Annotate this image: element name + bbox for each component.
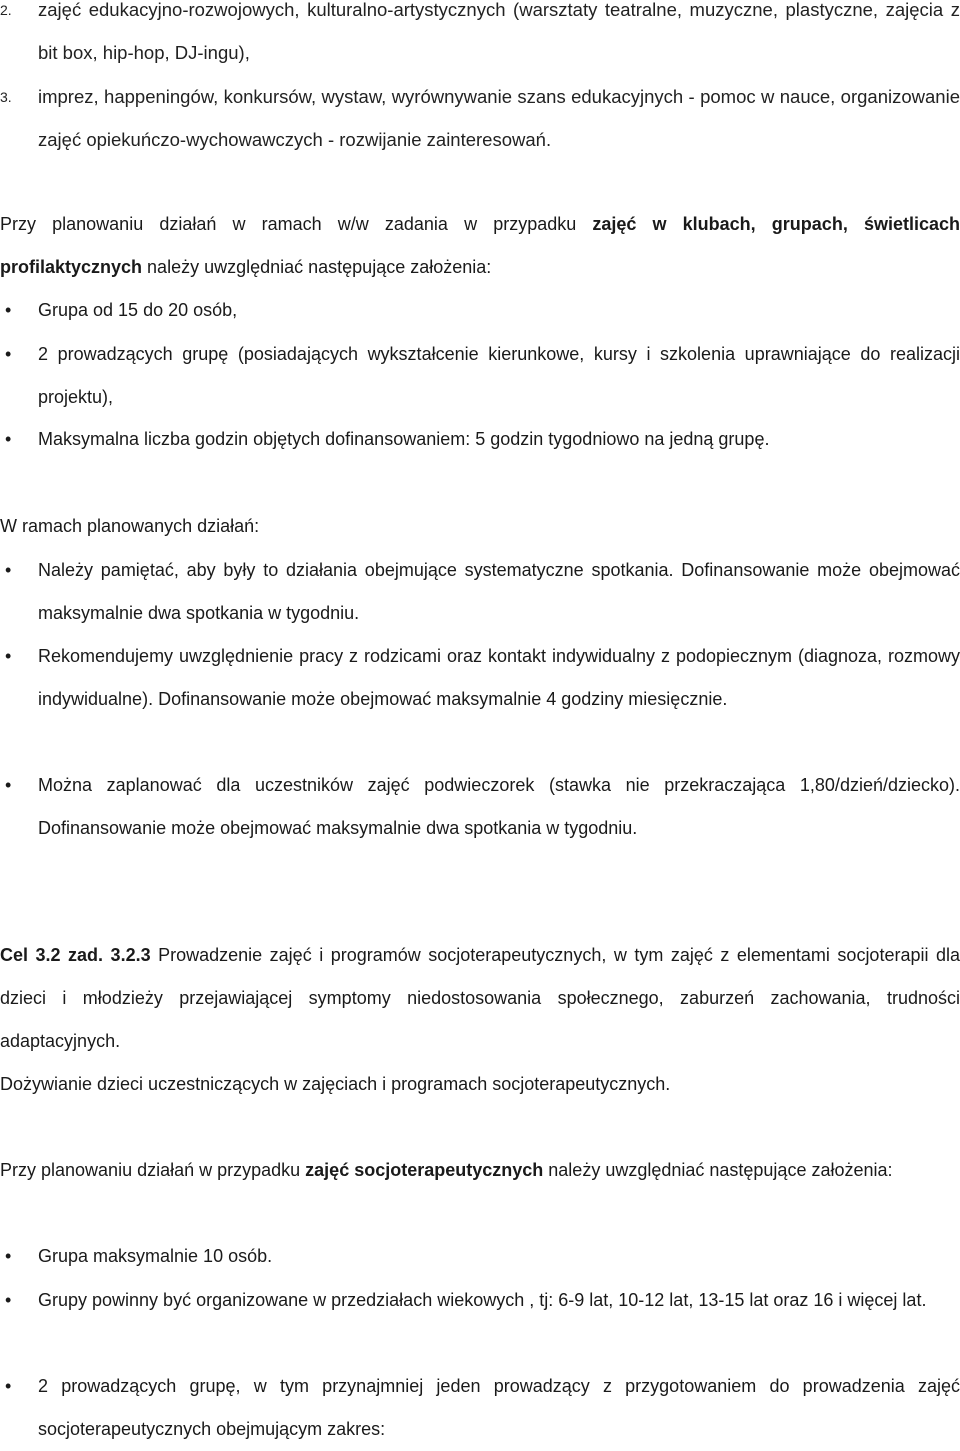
intro-bold-text: zajęć w klubach, grupach, świetlicach profilaktycznych [0,214,960,277]
list-item-text: imprez, happeningów, konkursów, wystaw, wyrównywanie szans edukacyjnych - pomoc w nauce, organizowanie zajęć opiekuńczo-wychowawczych - rozwijanie zainteresowań. [38,86,960,150]
bullet-icon: • [5,344,12,364]
bullet-icon: • [5,429,12,449]
section3-line2: Dożywianie dzieci uczestniczących w zajęciach i programach socjoterapeutycznych. [0,1074,671,1094]
goal-task-label: Cel 3.2 zad. 3.2.3 [0,945,151,965]
intro-text: Przy planowaniu działań w przypadku [0,1160,306,1180]
list-item-text: Grupa maksymalnie 10 osób. [38,1246,273,1266]
list-item [0,333,960,419]
list-item [0,1365,960,1451]
list-item [0,289,960,332]
list-item-text: 2 prowadzących grupę, w tym przynajmniej jeden prowadzący z przygotowaniem do prowadzenia zajęć socjoterapeutycznych obejmującym zakres: [38,1376,960,1439]
numbered-item-3 [0,75,960,161]
list-item-text: Rekomendujemy uwzględnienie pracy z rodzicami oraz kontakt indywidualny z podopiecznym (diagnoza, rozmowy indywidualne). Dofinansowanie może obejmować maksymalnie 4 godziny miesięcznie. [38,646,960,709]
list-item-text: Maksymalna liczba godzin objętych dofinansowaniem: 5 godzin tygodniowo na jedną grupę. [38,429,770,449]
bullet-icon: • [5,560,12,580]
numbered-item-2 [0,0,960,74]
list-item-text: Można zaplanować dla uczestników zajęć podwieczorek (stawka nie przekraczająca 1,80/dzień/dziecko). Dofinansowanie może obejmować maksymalnie dwa spotkania w tygodniu. [38,775,960,838]
list-number: 3. [0,89,12,105]
list-item [0,418,960,461]
intro-bold-text: zajęć socjoterapeutycznych [305,1160,544,1180]
section4-intro [0,1149,960,1192]
list-item [0,764,960,850]
section2-intro: W ramach planowanych działań: [0,516,260,536]
bullet-icon: • [5,1290,12,1310]
bullet-icon: • [5,300,12,320]
list-item-text: zajęć edukacyjno-rozwojowych, kulturalno-artystycznych (warsztaty teatralne, muzyczne, plastyczne, zajęcia z bit box, hip-hop, DJ-ingu), [38,0,960,63]
list-item [0,1235,960,1278]
bullet-icon: • [5,1246,12,1266]
list-number: 2. [0,2,12,18]
intro-text: należy uwzględniać następujące założenia: [543,1160,893,1180]
heading-text: Prowadzenie zajęć i programów socjoterapeutycznych, w tym zajęć z elementami socjoterapii dla dzieci i młodzieży przejawiającej symptomy niedostosowania społecznego, zaburzeń zachowania, trudności adaptacyjnych. [0,945,960,1051]
list-item [0,635,960,721]
list-item [0,549,960,635]
intro-text: Przy planowaniu działań w ramach w/w zadania w przypadku [0,214,593,234]
list-item [0,1279,960,1322]
list-item-text: Grupa od 15 do 20 osób, [38,300,238,320]
list-item-text: Należy pamiętać, aby były to działania obejmujące systematyczne spotkania. Dofinansowanie może obejmować maksymalnie dwa spotkania w tygodniu. [38,560,960,623]
intro-text: należy uwzględniać następujące założenia: [142,257,492,277]
bullet-icon: • [5,1376,12,1396]
bullet-icon: • [5,646,12,666]
section1-intro [0,203,960,289]
list-item-text: 2 prowadzących grupę (posiadających wykształcenie kierunkowe, kursy i szkolenia uprawniające do realizacji projektu), [38,344,960,407]
section3-heading [0,934,960,1063]
list-item-text: Grupy powinny być organizowane w przedziałach wiekowych , tj: 6-9 lat, 10-12 lat, 13-15 lat oraz 16 i więcej lat. [38,1290,927,1310]
bullet-icon: • [5,775,12,795]
